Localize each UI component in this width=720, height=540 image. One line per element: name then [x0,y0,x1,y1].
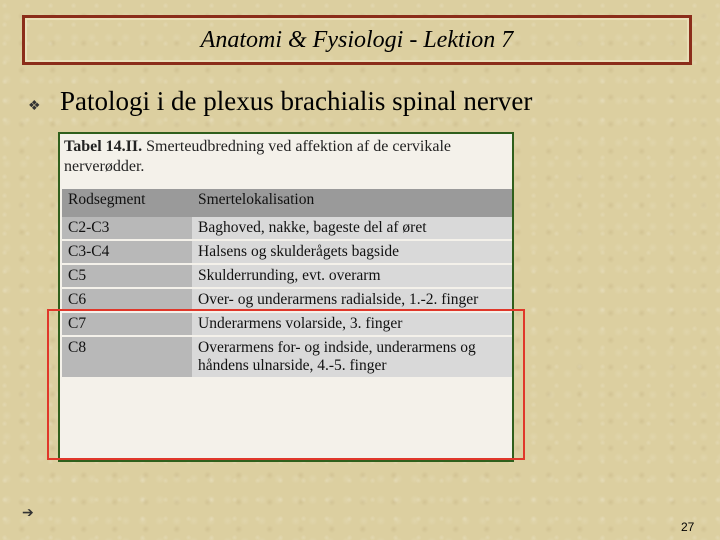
table-row [62,240,512,264]
table-row [62,288,512,312]
arrow-right-icon[interactable]: ➔ [22,506,34,521]
table-image [58,132,514,462]
segment-cell: C6 [62,288,192,312]
location-cell: Underarmens volarside, 3. finger [192,312,512,336]
table-caption-label: Tabel 14.II. [64,138,143,155]
header-smertelokalisation: Smertelokalisation [192,189,512,217]
location-cell: Halsens og skulderågets bagside [192,240,512,264]
segment-cell: C3-C4 [62,240,192,264]
table-row [62,217,512,240]
segment-cell: C2-C3 [62,217,192,240]
header-rodsegment: Rodsegment [62,189,192,217]
slide-title-box [22,15,692,65]
slide-heading: Patologi i de plexus brachialis spinal nerver [60,86,533,116]
table-row [62,264,512,288]
location-cell: Over- og underarmens radialside, 1.-2. finger [192,288,512,312]
pain-distribution-table [62,189,512,379]
table-row [62,312,512,336]
table-caption-text: Smerteudbredning ved affektion af de cervikale nerverødder. [64,138,452,175]
segment-cell: C7 [62,312,192,336]
slide-title: Anatomi & Fysiologi - Lektion 7 [200,26,514,53]
location-cell: Overarmens for- og indside, underarmens og håndens ulnarside, 4.-5. finger [192,336,512,378]
table-row [62,336,512,378]
location-cell: Baghoved, nakke, bageste del af øret [192,217,512,240]
location-cell: Skulderrunding, evt. overarm [192,264,512,288]
page-number: 27 [681,520,695,534]
table-header-row [62,189,512,217]
diamond-bullet-icon: ❖ [28,99,41,114]
segment-cell: C5 [62,264,192,288]
table-caption [64,137,512,177]
segment-cell: C8 [62,336,192,378]
